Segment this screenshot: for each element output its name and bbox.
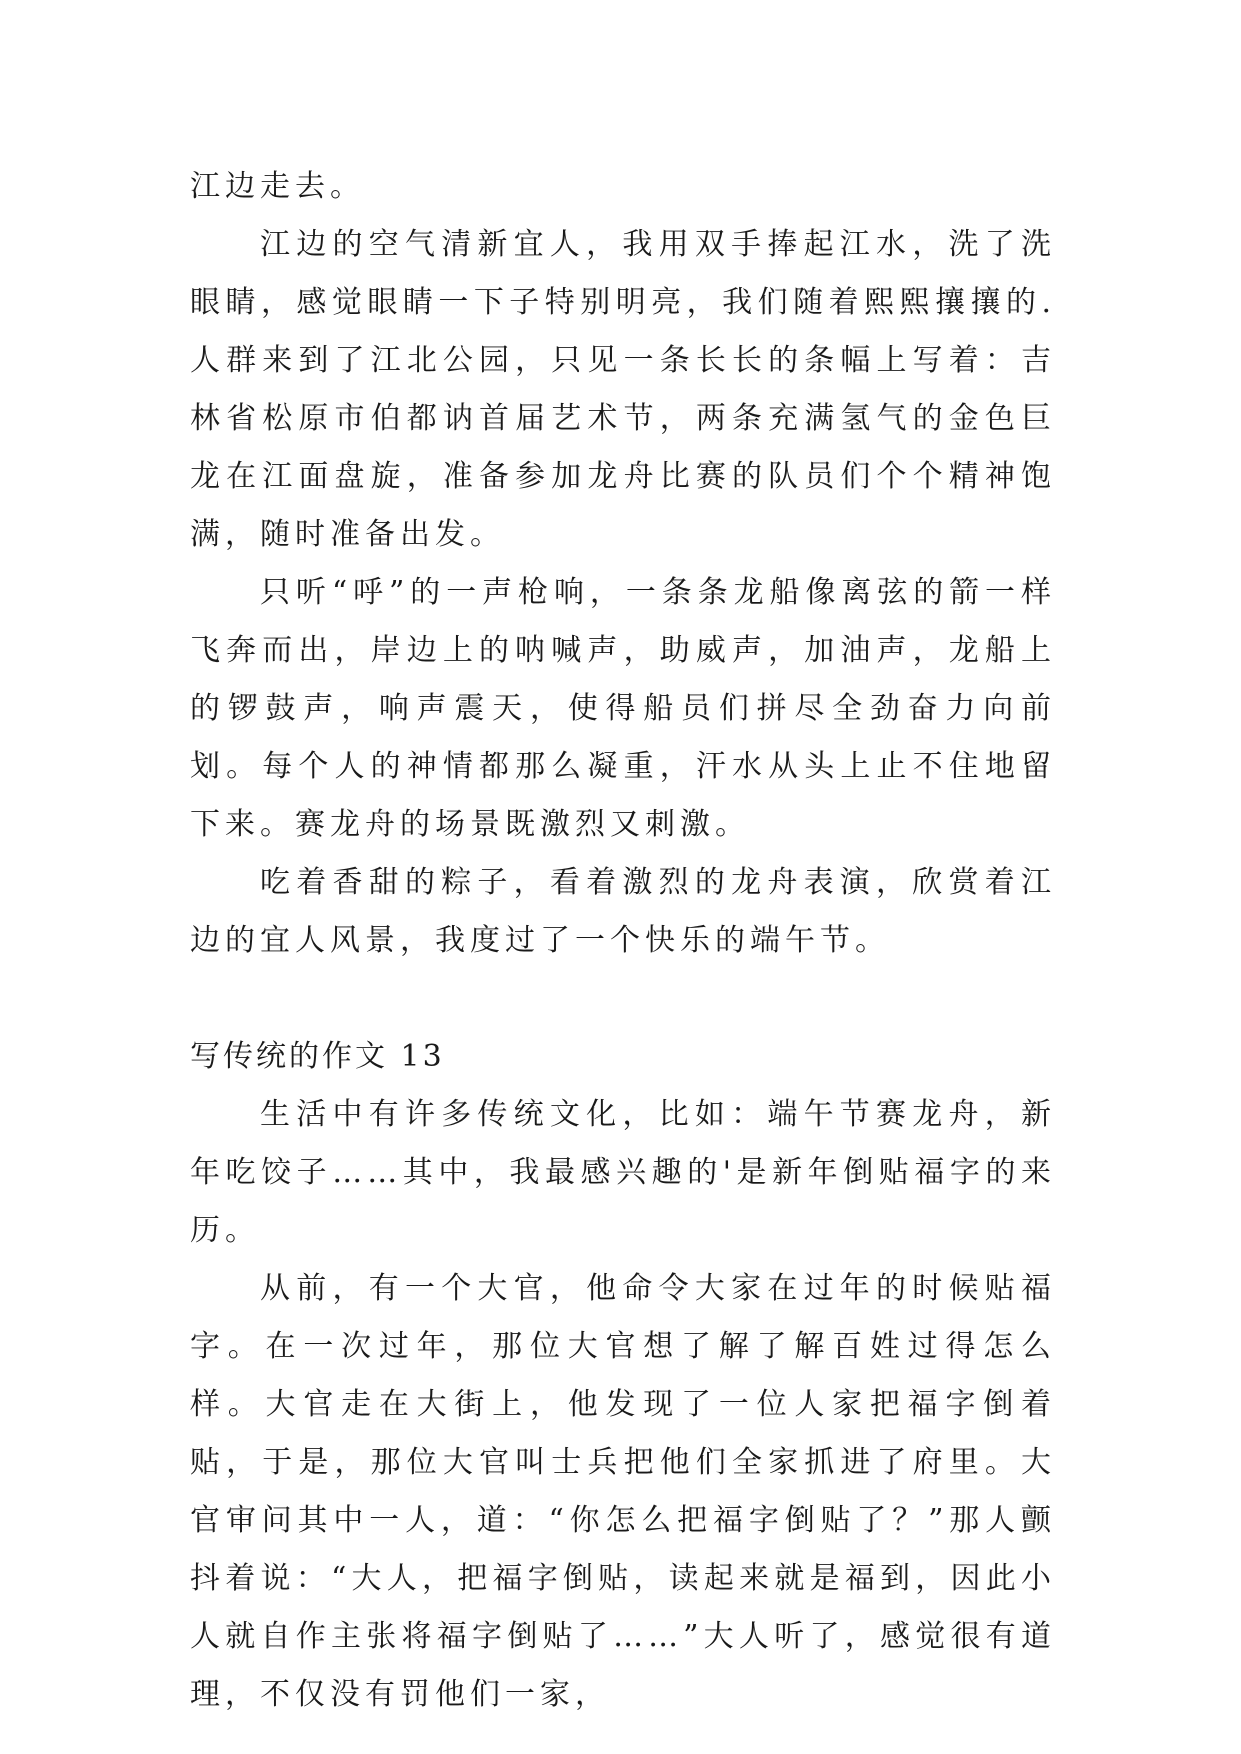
paragraph-intro: 生活中有许多传统文化，比如：端午节赛龙舟，新年吃饺子……其中，我最感兴趣的'是新年倒贴福字的来历。 <box>190 1097 1056 1248</box>
document-body <box>190 158 1056 1724</box>
paragraph-story: 从前，有一个大官，他命令大家在过年的时候贴福字。在一次过年，那位大官想了解了解百姓过得怎么样。大官走在大街上，他发现了一位人家把福字倒着贴，于是，那位大官叫士兵把他们全家抓进了府里。大官审问其中一人，道：“你怎么把福字倒贴了？”那人颤抖着说：“大人，把福字倒贴，读起来就是福到，因此小人就自作主张将福字倒贴了……”大人听了，感觉很有道理，不仅没有罚他们一家， <box>190 1271 1056 1712</box>
paragraph-dragon-boat-race: 只听“呼”的一声枪响，一条条龙船像离弦的箭一样飞奔而出，岸边上的呐喊声，助威声，加油声，龙船上的锣鼓声，响声震天，使得船员们拼尽全劲奋力向前划。每个人的神情都那么凝重，汗水从头上止不住地留下来。赛龙舟的场景既激烈又刺激。 <box>190 575 1056 842</box>
section-title: 写传统的作文 13 <box>190 1039 445 1074</box>
paragraph-riverside: 江边的空气清新宜人，我用双手捧起江水，洗了洗眼睛，感觉眼睛一下子特别明亮，我们随着熙熙攘攘的.人群来到了江北公园，只见一条长长的条幅上写着：吉林省松原市伯都讷首届艺术节，两条充满氢气的金色巨龙在江面盘旋，准备参加龙舟比赛的队员们个个精神饱满，随时准备出发。 <box>190 227 1056 552</box>
paragraph-continuation: 江边走去。 <box>190 169 365 204</box>
paragraph-conclusion: 吃着香甜的粽子，看着激烈的龙舟表演，欣赏着江边的宜人风景，我度过了一个快乐的端午节。 <box>190 865 1056 958</box>
